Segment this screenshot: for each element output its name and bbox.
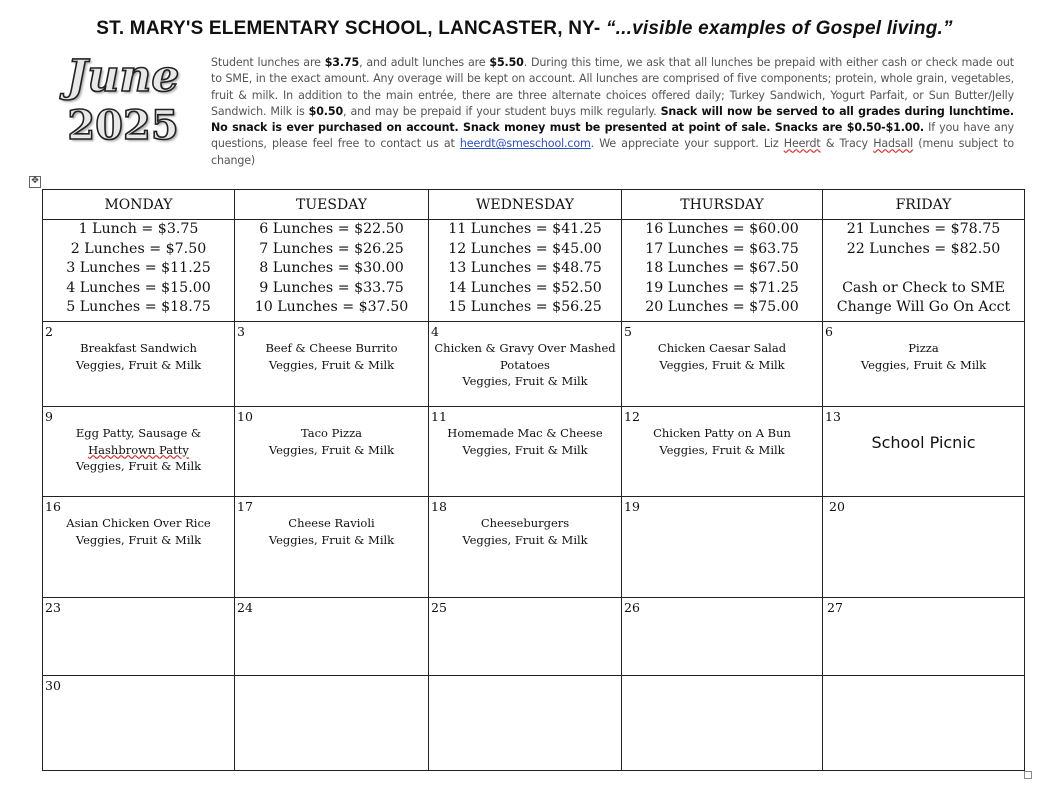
month-heading: [58, 52, 188, 150]
page-header: [0, 18, 1049, 40]
day-cell: [43, 598, 235, 676]
day-number: 3: [237, 324, 245, 339]
table-resize-handle-icon[interactable]: [1024, 771, 1032, 779]
day-number: 17: [237, 499, 253, 514]
price-line: 18 Lunches = $67.50: [645, 260, 799, 277]
menu-item: Egg Patty, Sausage &: [75, 426, 202, 440]
day-number: 5: [624, 324, 632, 339]
day-number: 25: [431, 600, 447, 615]
price-cell: [235, 220, 429, 322]
price-line: 22 Lunches = $82.50: [846, 240, 1001, 257]
intro-text: , and may be prepaid if your student buys milk regularly.: [343, 104, 661, 118]
week-row: [43, 598, 1025, 676]
price-line: 21 Lunches = $78.75: [846, 221, 1001, 237]
day-number: 18: [431, 499, 447, 514]
month-name: June: [66, 51, 180, 102]
school-title: ST. MARY'S ELEMENTARY SCHOOL, LANCASTER, NY-: [96, 18, 601, 39]
menu-item: Chicken & Gravy Over Mashed Potatoes: [434, 341, 616, 372]
day-cell: [43, 407, 235, 497]
price-line: 6 Lunches = $22.50: [259, 221, 404, 237]
price-line: 12 Lunches = $45.00: [448, 240, 602, 257]
day-number: 12: [624, 409, 640, 424]
day-cell: [429, 676, 622, 771]
menu-calendar: [42, 189, 1025, 771]
intro-text: & Tracy: [820, 137, 874, 151]
payment-note: Change Will Go On Acct: [836, 299, 1011, 316]
day-number: 24: [237, 600, 253, 615]
menu-item: Veggies, Fruit & Milk: [75, 532, 202, 547]
milk-price: $0.50: [308, 104, 344, 118]
week-row: [43, 497, 1025, 598]
day-cell: [235, 676, 429, 771]
menu-item: Cheeseburgers: [480, 516, 570, 530]
price-cell: [43, 220, 235, 322]
week-row: [43, 407, 1025, 497]
day-cell: [823, 497, 1025, 598]
day-number: 20: [829, 499, 845, 514]
day-cell: [43, 322, 235, 407]
day-cell: [235, 598, 429, 676]
price-line: 2 Lunches = $7.50: [70, 240, 207, 257]
price-line: 4 Lunches = $15.00: [66, 279, 211, 296]
price-line: 1 Lunch = $3.75: [78, 221, 199, 237]
lunch-info-paragraph: [211, 55, 1014, 169]
payment-note: Cash or Check to SME: [842, 279, 1005, 296]
menu-item: Breakfast Sandwich: [80, 341, 197, 355]
price-line: 5 Lunches = $18.75: [66, 299, 211, 316]
intro-text: (menu subject to change): [211, 137, 1014, 167]
intro-text: , and adult lunches are: [359, 56, 490, 69]
price-line: 16 Lunches = $60.00: [645, 221, 799, 237]
weekday-header: TUESDAY: [235, 190, 429, 220]
menu-item: Taco Pizza: [300, 426, 363, 440]
day-cell: [823, 598, 1025, 676]
day-cell: [429, 497, 622, 598]
day-cell: [622, 407, 823, 497]
day-number: 4: [431, 324, 439, 339]
menu-item: Veggies, Fruit & Milk: [268, 442, 395, 457]
week-row: [43, 322, 1025, 407]
day-number: 16: [45, 499, 61, 514]
day-cell: [622, 598, 823, 676]
price-line: 9 Lunches = $33.75: [259, 279, 404, 296]
day-number: 11: [431, 409, 447, 424]
intro-text: . We appreciate your support. Liz: [590, 137, 784, 151]
menu-item: Homemade Mac & Cheese: [447, 426, 603, 440]
staff-name: Hadsall: [873, 137, 914, 151]
price-cell: [622, 220, 823, 322]
day-number: 2: [45, 324, 53, 339]
weekday-header: FRIDAY: [823, 190, 1025, 220]
day-cell: [622, 676, 823, 771]
price-line: 3 Lunches = $11.25: [66, 260, 211, 277]
day-number: 6: [825, 324, 833, 339]
menu-item: Veggies, Fruit & Milk: [268, 532, 395, 547]
day-number: 10: [237, 409, 253, 424]
day-cell: [235, 497, 429, 598]
price-line: 17 Lunches = $63.75: [645, 240, 799, 257]
price-cell: [429, 220, 622, 322]
day-cell: [622, 322, 823, 407]
day-number: 27: [827, 600, 843, 615]
weekday-header-row: [43, 190, 1025, 220]
day-number: 9: [45, 409, 53, 424]
day-cell: [235, 322, 429, 407]
snack-notice: Snack will now be served to all grades during lunchtime. No snack is ever purchased on account. Snack money must be presented at point of sale. Snacks are $0.50-$1.00.: [211, 104, 1014, 135]
menu-item: Veggies, Fruit & Milk: [268, 357, 395, 372]
menu-item: Veggies, Fruit & Milk: [462, 442, 588, 457]
price-line: 20 Lunches = $75.00: [645, 299, 799, 316]
menu-item: Veggies, Fruit & Milk: [75, 357, 202, 372]
day-number: 23: [45, 600, 61, 615]
weekday-header: WEDNESDAY: [429, 190, 622, 220]
menu-item: Veggies, Fruit & Milk: [462, 532, 588, 547]
day-cell: [43, 676, 235, 771]
price-line: 13 Lunches = $48.75: [448, 260, 602, 277]
menu-item: Hashbrown Patty: [88, 442, 189, 457]
intro-text: Student lunches are: [211, 56, 325, 69]
day-number: 13: [825, 409, 841, 424]
event-label: School Picnic: [871, 433, 976, 452]
price-line: 14 Lunches = $52.50: [448, 279, 602, 296]
student-lunch-price: $3.75: [324, 56, 360, 69]
price-cell: [823, 220, 1025, 322]
adult-lunch-price: $5.50: [489, 56, 524, 69]
menu-item: Veggies, Fruit & Milk: [659, 442, 785, 457]
weekday-header: THURSDAY: [622, 190, 823, 220]
month-year: 2025: [67, 102, 179, 149]
price-line: 8 Lunches = $30.00: [259, 260, 404, 277]
day-cell: [43, 497, 235, 598]
price-line: 11 Lunches = $41.25: [448, 221, 602, 237]
price-line: 10 Lunches = $37.50: [254, 299, 409, 316]
day-cell: [622, 497, 823, 598]
day-cell: [823, 322, 1025, 407]
day-cell: [429, 407, 622, 497]
day-number: 30: [45, 678, 61, 693]
menu-item: Veggies, Fruit & Milk: [659, 357, 785, 372]
price-row: [43, 220, 1025, 322]
menu-item: Cheese Ravioli: [288, 516, 375, 530]
intro-text: . During this time, we ask that all lunches be prepaid with either cash or check made out to SME, in the exact amount. Any overage will be kept on account. All lunches are comprised of five components; protein, whole grain, vegetables, fruit & milk. In addition to the main entrée, there are three alternate choices offered daily; Turkey Sandwich, Yogurt Parfait, or Sun Butter/Jelly Sandwich. Milk is: [211, 56, 1014, 118]
day-number: 26: [624, 600, 640, 615]
menu-item: Asian Chicken Over Rice: [66, 516, 211, 530]
staff-name: Heerdt: [783, 137, 821, 151]
menu-item: Pizza: [908, 341, 939, 355]
day-cell: [429, 322, 622, 407]
price-line: 19 Lunches = $71.25: [645, 279, 799, 296]
contact-email-link[interactable]: heerdt@smeschool.com: [459, 137, 591, 151]
day-number: 19: [624, 499, 640, 514]
week-row: [43, 676, 1025, 771]
price-line: [823, 259, 1024, 279]
day-cell: [823, 676, 1025, 771]
menu-item: Chicken Patty on A Bun: [653, 426, 791, 440]
day-cell: [823, 407, 1025, 497]
menu-item: Veggies, Fruit & Milk: [75, 459, 202, 473]
intro-text: If you have any questions, please feel free to contact us at: [211, 121, 1014, 151]
menu-item: Veggies, Fruit & Milk: [462, 374, 588, 388]
weekday-header: MONDAY: [43, 190, 235, 220]
table-move-handle-icon[interactable]: ✥: [29, 176, 41, 188]
menu-item: Chicken Caesar Salad: [657, 341, 787, 355]
day-cell: [235, 407, 429, 497]
day-cell: [429, 598, 622, 676]
menu-item: Beef & Cheese Burrito: [265, 341, 398, 355]
school-motto: “...visible examples of Gospel living.”: [605, 18, 953, 39]
price-line: 7 Lunches = $26.25: [259, 240, 404, 257]
menu-item: Veggies, Fruit & Milk: [860, 357, 987, 372]
price-line: 15 Lunches = $56.25: [448, 299, 602, 316]
